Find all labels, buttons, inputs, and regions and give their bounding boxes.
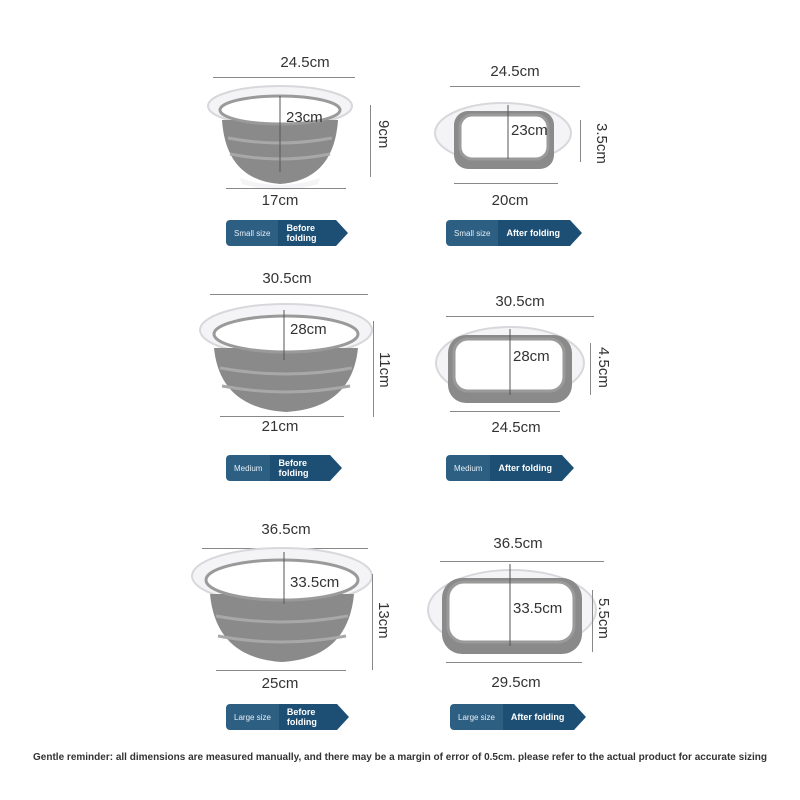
large-after-height: 5.5cm	[595, 598, 612, 639]
badge-tip	[337, 704, 349, 730]
large-before-panel	[186, 518, 426, 727]
large-before-size-label: Large size	[226, 704, 279, 730]
medium-after-height: 4.5cm	[595, 347, 612, 388]
small-after-width: 24.5cm	[490, 63, 540, 80]
large-after-badge	[450, 704, 586, 730]
small-after-bottom: 20cm	[491, 192, 529, 209]
medium-before-badge	[226, 455, 342, 481]
medium-before-width: 30.5cm	[262, 270, 312, 287]
medium-before-panel	[190, 268, 430, 478]
badge-tip	[336, 220, 348, 246]
medium-after-height-line	[590, 343, 591, 395]
medium-before-basin-image	[190, 268, 430, 468]
medium-after-panel	[430, 283, 670, 483]
small-before-state: Before folding	[278, 220, 336, 246]
small-after-state: After folding	[498, 220, 570, 246]
medium-after-state: After folding	[490, 455, 562, 481]
badge-tip	[574, 704, 586, 730]
medium-after-width: 30.5cm	[495, 293, 545, 310]
large-before-height: 13cm	[375, 602, 392, 639]
large-after-height-line	[592, 590, 593, 652]
badge-tip	[330, 455, 342, 481]
large-after-state: After folding	[503, 704, 575, 730]
medium-before-bottom: 21cm	[261, 418, 299, 435]
badge-tip	[562, 455, 574, 481]
medium-before-inner: 28cm	[290, 321, 327, 338]
medium-before-state: Before folding	[270, 455, 330, 481]
large-after-bottom-line	[446, 662, 582, 663]
medium-after-basin-image	[430, 283, 670, 483]
medium-after-bottom: 24.5cm	[491, 419, 541, 436]
large-before-state: Before folding	[279, 704, 337, 730]
small-before-panel	[200, 50, 440, 250]
small-before-size-label: Small size	[226, 220, 278, 246]
medium-after-inner: 28cm	[513, 348, 550, 365]
medium-before-height: 11cm	[376, 352, 393, 388]
large-before-badge	[226, 704, 349, 730]
small-after-panel	[430, 55, 670, 255]
small-after-height: 3.5cm	[593, 123, 610, 164]
small-before-bottom-line	[226, 188, 346, 189]
large-before-inner: 33.5cm	[290, 574, 340, 591]
gentle-reminder-note: Gentle reminder: all dimensions are measured manually, and there may be a margin of error of 0.5cm. please refer to the actual product for accurate sizing	[33, 752, 767, 763]
large-after-size-label: Large size	[450, 704, 503, 730]
small-after-badge	[446, 220, 582, 246]
small-before-inner: 23cm	[286, 109, 323, 126]
large-after-width: 36.5cm	[493, 535, 543, 552]
small-after-inner: 23cm	[511, 122, 548, 139]
large-before-bottom: 25cm	[261, 675, 299, 692]
large-before-width: 36.5cm	[261, 521, 311, 538]
medium-before-bottom-line	[220, 416, 344, 417]
large-before-bottom-line	[216, 670, 346, 671]
small-before-width: 24.5cm	[280, 54, 330, 71]
medium-after-size-label: Medium	[446, 455, 490, 481]
large-before-height-line	[372, 574, 373, 670]
large-after-basin-image	[420, 528, 660, 728]
small-before-height: 9cm	[375, 120, 392, 149]
medium-before-height-line	[373, 321, 374, 417]
large-after-inner: 33.5cm	[513, 600, 563, 617]
badge-tip	[570, 220, 582, 246]
small-before-height-line	[370, 105, 371, 177]
large-after-panel	[420, 528, 660, 728]
small-before-badge	[226, 220, 348, 246]
large-after-bottom: 29.5cm	[491, 674, 541, 691]
small-after-size-label: Small size	[446, 220, 498, 246]
small-after-bottom-line	[454, 183, 558, 184]
medium-after-bottom-line	[450, 411, 560, 412]
medium-after-badge	[446, 455, 574, 481]
small-before-bottom: 17cm	[261, 192, 299, 209]
medium-before-size-label: Medium	[226, 455, 270, 481]
small-after-height-line	[580, 120, 581, 162]
